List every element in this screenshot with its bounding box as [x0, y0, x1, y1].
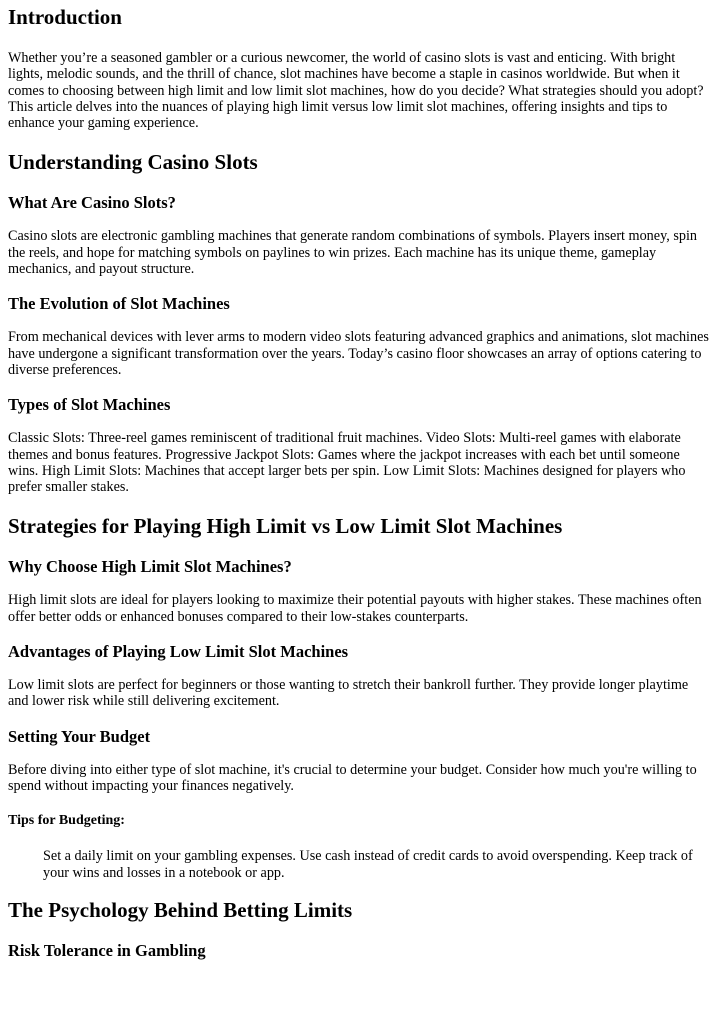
risk-tolerance-heading: Risk Tolerance in Gambling [8, 940, 206, 960]
introduction-heading: Introduction [8, 5, 122, 29]
budget-tips-heading: Tips for Budgeting: [8, 813, 125, 829]
budget-heading: Setting Your Budget [8, 726, 151, 746]
why-high-limit-paragraph: High limit slots are ideal for players looking to maximize their potential payouts with higher stakes. These machines often offer better odds or enhanced bonuses compared to their low-stakes counterparts. [8, 592, 702, 625]
advantages-low-limit-heading: Advantages of Playing Low Limit Slot Machines [8, 642, 349, 662]
why-high-limit-heading: Why Choose High Limit Slot Machines? [8, 557, 292, 577]
article [0, 4, 712, 961]
budget-paragraph: Before diving into either type of slot machine, it's crucial to determine your budget. Consider how much you're willing to spend without impacting your finances negatively. [8, 761, 697, 794]
types-heading: Types of Slot Machines [8, 395, 171, 415]
budget-tips-paragraph: Set a daily limit on your gambling expenses. Use cash instead of credit cards to avoid overspending. Keep track of your wins and losses in a notebook or app. [43, 848, 693, 881]
introduction-paragraph: Whether you’re a seasoned gambler or a curious newcomer, the world of casino slots is vast and enticing. With bright lights, melodic sounds, and the thrill of chance, slot machines have become a staple in casinos worldwide. But when it comes to choosing between high limit and low limit slot machines, how do you decide? What strategies should you adopt? This article delves into the nuances of playing high limit versus low limit slot machines, offering insights and tips to enhance your gaming experience. [8, 50, 704, 132]
evolution-paragraph: From mechanical devices with lever arms to modern video slots featuring advanced graphics and animations, slot machines have undergone a significant transformation over the years. Today’s casino floor showcases an array of options catering to diverse preferences. [8, 329, 709, 378]
types-paragraph: Classic Slots: Three-reel games reminiscent of traditional fruit machines. Video Slots: Multi-reel games with elaborate themes and bonus features. Progressive Jackpot Slots: Games where the jackpot increases with each bet until someone wins. High Limit Slots: Machines that accept larger bets per spin. Low Limit Slots: Machines designed for players who prefer smaller stakes. [8, 430, 686, 496]
understanding-heading: Understanding Casino Slots [8, 150, 258, 175]
psychology-heading: The Psychology Behind Betting Limits [8, 897, 353, 922]
evolution-heading: The Evolution of Slot Machines [8, 294, 230, 314]
what-are-slots-heading: What Are Casino Slots? [8, 193, 176, 213]
what-are-slots-paragraph: Casino slots are electronic gambling machines that generate random combinations of symbols. Players insert money, spin the reels, and hope for matching symbols on paylines to win prizes. Each machine has its unique theme, gameplay mechanics, and payout structure. [8, 228, 697, 278]
strategies-heading: Strategies for Playing High Limit vs Low Limit Slot Machines [8, 514, 563, 539]
advantages-low-limit-paragraph: Low limit slots are perfect for beginners or those wanting to stretch their bankroll further. They provide longer playtime and lower risk while still delivering excitement. [8, 677, 689, 710]
